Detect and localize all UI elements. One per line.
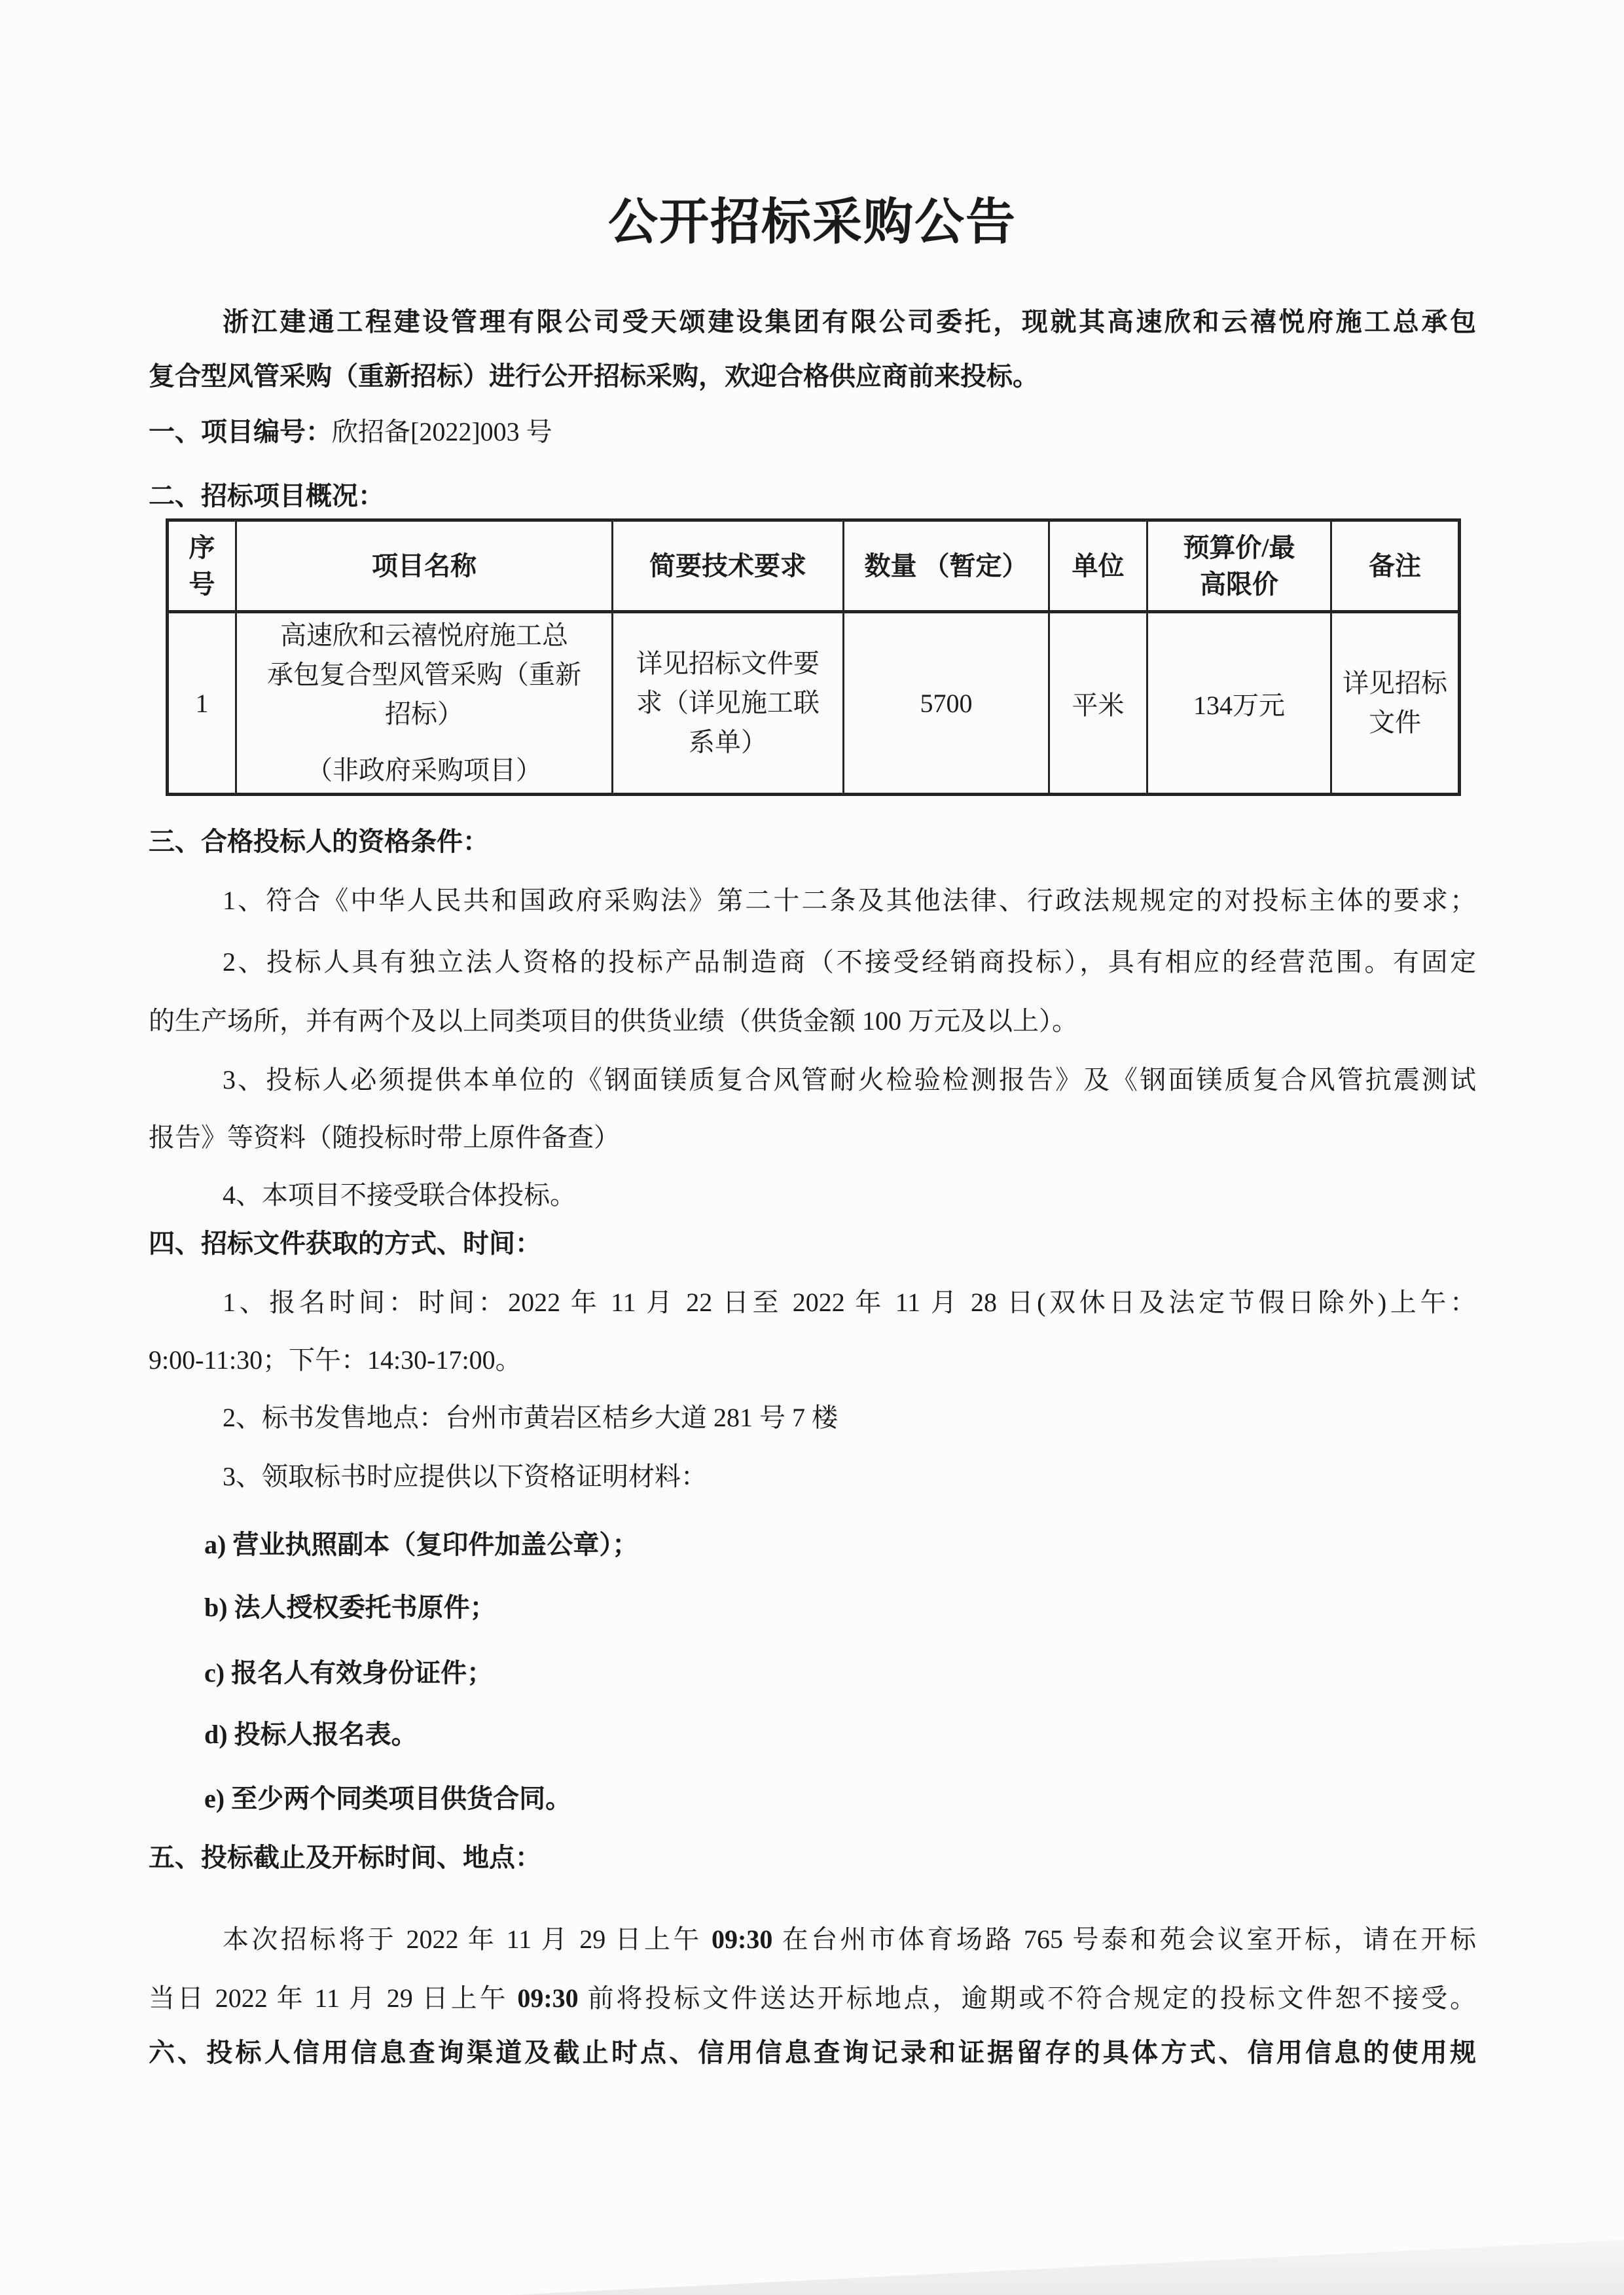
section-4-sub-item-b: b) 法人授权委托书原件； <box>204 1593 496 1622</box>
cell-project-name: 高速欣和云禧悦府施工总 承包复合型风管采购（重新 招标） （非政府采购项目） <box>236 612 613 795</box>
section-4-item-1-line-2: 9:00-11:30；下午：14:30-17:00。 <box>149 1345 522 1375</box>
project-number-value: 欣招备[2022]003 号 <box>332 417 552 446</box>
page-title: 公开招标采购公告 <box>608 195 1017 250</box>
header-remark: 备注 <box>1331 520 1460 612</box>
cell-remark: 详见招标 文件 <box>1331 612 1460 795</box>
section-3-heading: 三、合格投标人的资格条件： <box>149 827 489 856</box>
section-5-line-2: 当日 2022 年 11 月 29 日上午 09:30 前将投标文件送达开标地点，逾期或不符合规定的投标文件恕不接受。 <box>149 1983 1476 2013</box>
document-content <box>0 187 1624 2072</box>
section-5-line-1: 本次招标将于 2022 年 11 月 29 日上午 09:30 在台州市体育场路 765 号泰和苑会议室开标，请在开标 <box>223 1925 1476 1954</box>
cell-budget-price: 134万元 <box>1147 612 1331 795</box>
section-1-label: 一、项目编号： <box>149 417 332 446</box>
section-4-heading: 四、招标文件获取的方式、时间： <box>149 1229 541 1258</box>
section-3-item-3-line-2: 报告》等资料（随投标时带上原件备查） <box>149 1123 620 1152</box>
header-unit: 单位 <box>1049 520 1147 612</box>
scan-shadow-artifact <box>511 2216 1624 2295</box>
section-2-heading: 二、招标项目概况： <box>149 481 384 511</box>
header-budget-price: 预算价/最 高限价 <box>1147 520 1331 612</box>
section-3-item-4: 4、本项目不接受联合体投标。 <box>223 1180 576 1210</box>
section-4-sub-item-e: e) 至少两个同类项目供货合同。 <box>204 1784 572 1813</box>
section-3-item-2-line-2: 的生产场所，并有两个及以上同类项目的供货业绩（供货金额 100 万元及以上）。 <box>149 1006 1078 1036</box>
section-4-item-3: 3、领取标书时应提供以下资格证明材料： <box>223 1462 707 1491</box>
header-quantity: 数量 （暂定） <box>844 520 1049 612</box>
header-project-name: 项目名称 <box>236 520 613 612</box>
section-4-sub-item-d: d) 投标人报名表。 <box>204 1720 418 1749</box>
section-4-sub-item-a: a) 营业执照副本（复印件加盖公章）； <box>204 1530 639 1559</box>
table-row <box>168 612 1460 795</box>
section-4-item-1-line-1: 1、报名时间：时间：2022 年 11 月 22 日至 2022 年 11 月 28 日(双休日及法定节假日除外)上午： <box>223 1288 1476 1317</box>
section-5-heading: 五、投标截止及开标时间、地点： <box>149 1843 541 1872</box>
header-tech-requirements: 简要技术要求 <box>613 520 844 612</box>
intro-paragraph-line-1: 浙江建通工程建设管理有限公司受天颂建设集团有限公司委托，现就其高速欣和云禧悦府施工总承包 <box>223 307 1476 336</box>
section-1-project-number <box>149 412 1476 452</box>
section-6-heading: 六、投标人信用信息查询渠道及截止时点、信用信息查询记录和证据留存的具体方式、信用信息的使用规 <box>149 2038 1476 2067</box>
cell-unit: 平米 <box>1049 612 1147 795</box>
intro-paragraph-line-2: 复合型风管采购（重新招标）进行公开招标采购，欢迎合格供应商前来投标。 <box>149 361 1039 391</box>
cell-tech-requirements: 详见招标文件要 求（详见施工联 系单） <box>613 612 844 795</box>
header-seq: 序号 <box>168 520 236 612</box>
cell-seq: 1 <box>168 612 236 795</box>
section-3-item-2-line-1: 2、投标人具有独立法人资格的投标产品制造商（不接受经销商投标），具有相应的经营范围。有固定 <box>223 947 1476 977</box>
project-overview-table <box>166 518 1461 796</box>
table-header-row <box>168 520 1460 612</box>
section-4-sub-item-c: c) 报名人有效身份证件； <box>204 1658 494 1688</box>
section-3-item-3-line-1: 3、投标人必须提供本单位的《钢面镁质复合风管耐火检验检测报告》及《钢面镁质复合风管抗震测试 <box>223 1065 1476 1094</box>
section-3-item-1: 1、符合《中华人民共和国政府采购法》第二十二条及其他法律、行政法规规定的对投标主体的要求； <box>223 886 1476 915</box>
section-4-item-2: 2、标书发售地点：台州市黄岩区桔乡大道 281 号 7 楼 <box>223 1403 838 1432</box>
cell-quantity: 5700 <box>844 612 1049 795</box>
